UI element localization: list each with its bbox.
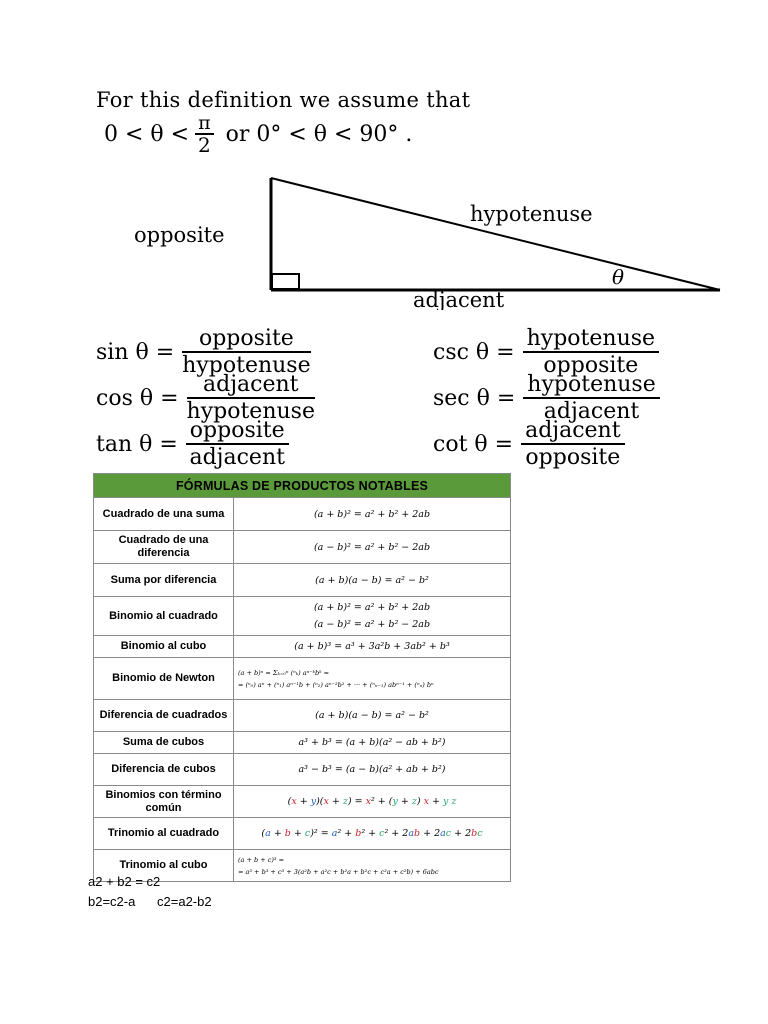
sec-fraction — [523, 374, 659, 423]
sin-fraction — [182, 328, 310, 377]
opposite-label: opposite — [134, 223, 225, 247]
table-row — [94, 754, 511, 786]
theta-label: θ — [612, 265, 625, 289]
row-formula — [234, 597, 511, 636]
row-name: Cuadrado de una suma — [94, 498, 234, 531]
pythagorean-note: a2 + b2 = c2 — [88, 874, 161, 889]
table-row — [94, 498, 511, 531]
table-title: FÓRMULAS DE PRODUCTOS NOTABLES — [94, 474, 511, 498]
formula-line: a³ − b³ = (a − b)(a² + ab + b²) — [298, 764, 446, 775]
formula-line: (a + b + c)³ = — [238, 855, 285, 864]
cot-lhs: cot θ = — [433, 432, 514, 457]
table-row — [94, 564, 511, 597]
table-row — [94, 531, 511, 564]
row-name: Cuadrado de una diferencia — [94, 531, 234, 564]
row-formula — [234, 636, 511, 658]
definition-text: For this definition we assume that — [96, 88, 471, 112]
csc-lhs: csc θ = — [433, 340, 515, 365]
row-name: Binomios con término común — [94, 786, 234, 818]
formula-line: (a − b)² = a² + b² − 2ab — [313, 619, 431, 630]
row-formula — [234, 658, 511, 700]
tan-formula — [96, 420, 289, 469]
formula-line: (x + y)(x + z) = x² + (y + z) x + y z — [287, 796, 457, 807]
cos-lhs: cos θ = — [96, 386, 179, 411]
cot-fraction — [521, 420, 625, 469]
sin-lhs: sin θ = — [96, 340, 175, 365]
formula-line: (a + b)² = a² + b² + 2ab — [313, 602, 431, 613]
definition-inequality — [104, 114, 412, 155]
table-row — [94, 786, 511, 818]
degree-range: or 0° < θ < 90° . — [225, 122, 413, 147]
row-name: Binomio de Newton — [94, 658, 234, 700]
row-name: Trinomio al cubo — [94, 850, 234, 882]
cot-denominator: opposite — [525, 445, 621, 470]
tan-lhs: tan θ = — [96, 432, 178, 457]
formula-line: (a + b)(a − b) = a² − b² — [315, 574, 429, 586]
row-name: Diferencia de cuadrados — [94, 700, 234, 732]
sin-denominator: hypotenuse — [182, 353, 311, 378]
sec-denominator: adjacent — [543, 399, 640, 424]
formula-line: (a + b)ⁿ = Σₖ₌₀ⁿ (ⁿₖ) aⁿ⁻ᵏbᵏ = — [238, 668, 330, 677]
formula-line: (a + b)(a − b) = a² − b² — [315, 710, 429, 721]
formula-line: = (ⁿ₀) aⁿ + (ⁿ₁) aⁿ⁻¹b + (ⁿ₂) aⁿ⁻²b² + ··· + (ⁿₙ₋₁) abⁿ⁻¹ + (ⁿₙ) bⁿ — [238, 680, 434, 689]
cos-formula — [96, 374, 315, 423]
adjacent-label: adjacent — [413, 288, 505, 310]
right-triangle-diagram — [120, 170, 730, 310]
sin-formula — [96, 328, 311, 377]
table-row — [94, 732, 511, 754]
row-formula — [234, 850, 511, 882]
csc-formula — [433, 328, 659, 377]
row-name: Diferencia de cubos — [94, 754, 234, 786]
pi-symbol: π — [198, 112, 211, 134]
table-row — [94, 636, 511, 658]
tan-fraction — [186, 420, 289, 469]
row-formula — [234, 564, 511, 597]
row-formula — [234, 818, 511, 850]
inequality-left: 0 < θ < — [104, 122, 190, 147]
csc-numerator: hypotenuse — [526, 326, 656, 351]
pi-over-two — [195, 114, 214, 155]
right-angle-marker — [272, 274, 299, 289]
tan-denominator: adjacent — [189, 445, 285, 470]
row-name: Suma por diferencia — [94, 564, 234, 597]
cot-numerator: adjacent — [525, 418, 621, 443]
formula-line: (a + b)³ = a³ + 3a²b + 3ab² + b³ — [294, 641, 450, 652]
table-row — [94, 597, 511, 636]
cos-denominator: hypotenuse — [186, 399, 315, 424]
cos-fraction — [187, 374, 315, 423]
table-row — [94, 658, 511, 700]
formula-line: a³ + b³ = (a + b)(a² − ab + b²) — [298, 737, 446, 748]
denominator-two: 2 — [197, 133, 211, 157]
row-formula — [234, 700, 511, 732]
rearranged-note: b2=c2-a c2=a2-b2 — [88, 894, 212, 909]
formula-line: = a³ + b³ + c³ + 3(a²b + a²c + b²a + b²c + c²a + c²b) + 6abc — [238, 867, 439, 876]
csc-fraction — [523, 328, 659, 377]
cos-numerator: adjacent — [203, 372, 299, 397]
sin-numerator: opposite — [198, 326, 294, 351]
row-formula — [234, 732, 511, 754]
row-formula — [234, 531, 511, 564]
row-name: Trinomio al cuadrado — [94, 818, 234, 850]
table-header-row — [94, 474, 511, 498]
csc-denominator: opposite — [543, 353, 639, 378]
cot-formula — [433, 420, 625, 469]
table-row — [94, 818, 511, 850]
row-formula — [234, 786, 511, 818]
formula-line: (a + b)² = a² + b² + 2ab — [313, 508, 431, 520]
sec-formula — [433, 374, 660, 423]
notable-products-table — [93, 473, 511, 882]
table-row — [94, 700, 511, 732]
row-name: Binomio al cuadrado — [94, 597, 234, 636]
tan-numerator: opposite — [189, 418, 285, 443]
formula-line: (a − b)² = a² + b² − 2ab — [313, 541, 431, 553]
hypotenuse-side — [271, 178, 720, 290]
hypotenuse-label: hypotenuse — [470, 202, 593, 226]
row-formula — [234, 754, 511, 786]
sec-numerator: hypotenuse — [527, 372, 656, 397]
row-name: Binomio al cubo — [94, 636, 234, 658]
row-name: Suma de cubos — [94, 732, 234, 754]
sec-lhs: sec θ = — [433, 386, 516, 411]
row-formula — [234, 498, 511, 531]
formula-line: (a + b + c)² = a² + b² + c² + 2ab + 2ac + 2bc — [261, 828, 483, 839]
